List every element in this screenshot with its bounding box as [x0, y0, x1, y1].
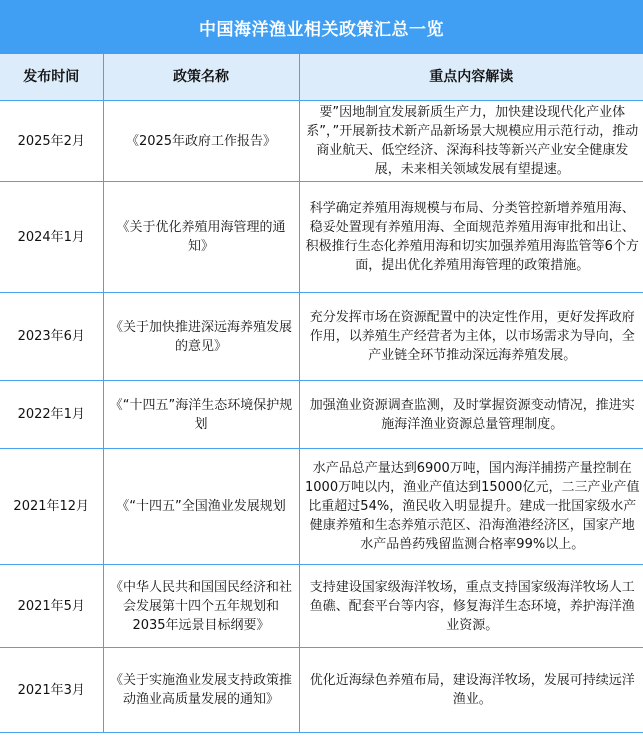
column-header-policy: 政策名称: [103, 54, 299, 101]
column-header-content: 重点内容解读: [299, 54, 643, 101]
table-row: [0, 101, 643, 182]
content-cell: 科学确定养殖用海规模与布局、分类管控新增养殖用海、稳妥处置现有养殖用海、全面规范养殖用海审批和出让、积极推行生态化养殖用海和切实加强养殖用海监管等6个方面，提出优化养殖用海管理的政策措施。: [299, 182, 643, 293]
date-cell: 2021年12月: [0, 449, 103, 565]
policy-name-cell: 《关于实施渔业发展支持政策推动渔业高质量发展的通知》: [103, 648, 299, 733]
table-row: [0, 648, 643, 733]
policy-name-cell: 《“十四五”全国渔业发展规划: [103, 449, 299, 565]
content-cell: 优化近海绿色养殖布局，建设海洋牧场，发展可持续远洋渔业。: [299, 648, 643, 733]
policy-name-cell: 《2025年政府工作报告》: [103, 101, 299, 182]
page-title: 中国海洋渔业相关政策汇总一览: [0, 0, 643, 54]
content-cell: 水产品总产量达到6900万吨，国内海洋捕捞产量控制在1000万吨以内，渔业产值达到15000亿元，二三产业产值比重超过54%，渔民收入明显提升。建成一批国家级水产健康养殖和生态养殖示范区、沿海渔港经济区，国家产地水产品兽药残留监测合格率99%以上。: [299, 449, 643, 565]
policy-name-cell: 《中华人民共和国国民经济和社会发展第十四个五年规划和2035年远景目标纲要》: [103, 565, 299, 648]
date-cell: 2021年5月: [0, 565, 103, 648]
policy-name-cell: 《关于优化养殖用海管理的通知》: [103, 182, 299, 293]
date-cell: 2024年1月: [0, 182, 103, 293]
date-cell: 2025年2月: [0, 101, 103, 182]
date-cell: 2023年6月: [0, 293, 103, 381]
policy-name-cell: 《关于加快推进深远海养殖发展的意见》: [103, 293, 299, 381]
content-cell: 支持建设国家级海洋牧场，重点支持国家级海洋牧场人工鱼礁、配套平台等内容，修复海洋生态环境，养护海洋渔业资源。: [299, 565, 643, 648]
table-row: [0, 381, 643, 449]
table-header-row: [0, 54, 643, 101]
content-cell: 加强渔业资源调查监测，及时掌握资源变动情况，推进实施海洋渔业资源总量管理制度。: [299, 381, 643, 449]
date-cell: 2021年3月: [0, 648, 103, 733]
table-row: [0, 182, 643, 293]
content-cell: 要”因地制宜发展新质生产力，加快建设现代化产业体系”，”开展新技术新产品新场景大规模应用示范行动，推动商业航天、低空经济、深海科技等新兴产业安全健康发展，未来相关领域发展有望提速。: [299, 101, 643, 182]
table-row: [0, 565, 643, 648]
content-cell: 充分发挥市场在资源配置中的决定性作用，更好发挥政府作用，以养殖生产经营者为主体，以市场需求为导向，全产业链全环节推动深远海养殖发展。: [299, 293, 643, 381]
column-header-date: 发布时间: [0, 54, 103, 101]
date-cell: 2022年1月: [0, 381, 103, 449]
policy-table: [0, 54, 643, 733]
policy-name-cell: 《“十四五”海洋生态环境保护规划: [103, 381, 299, 449]
table-row: [0, 449, 643, 565]
table-row: [0, 293, 643, 381]
